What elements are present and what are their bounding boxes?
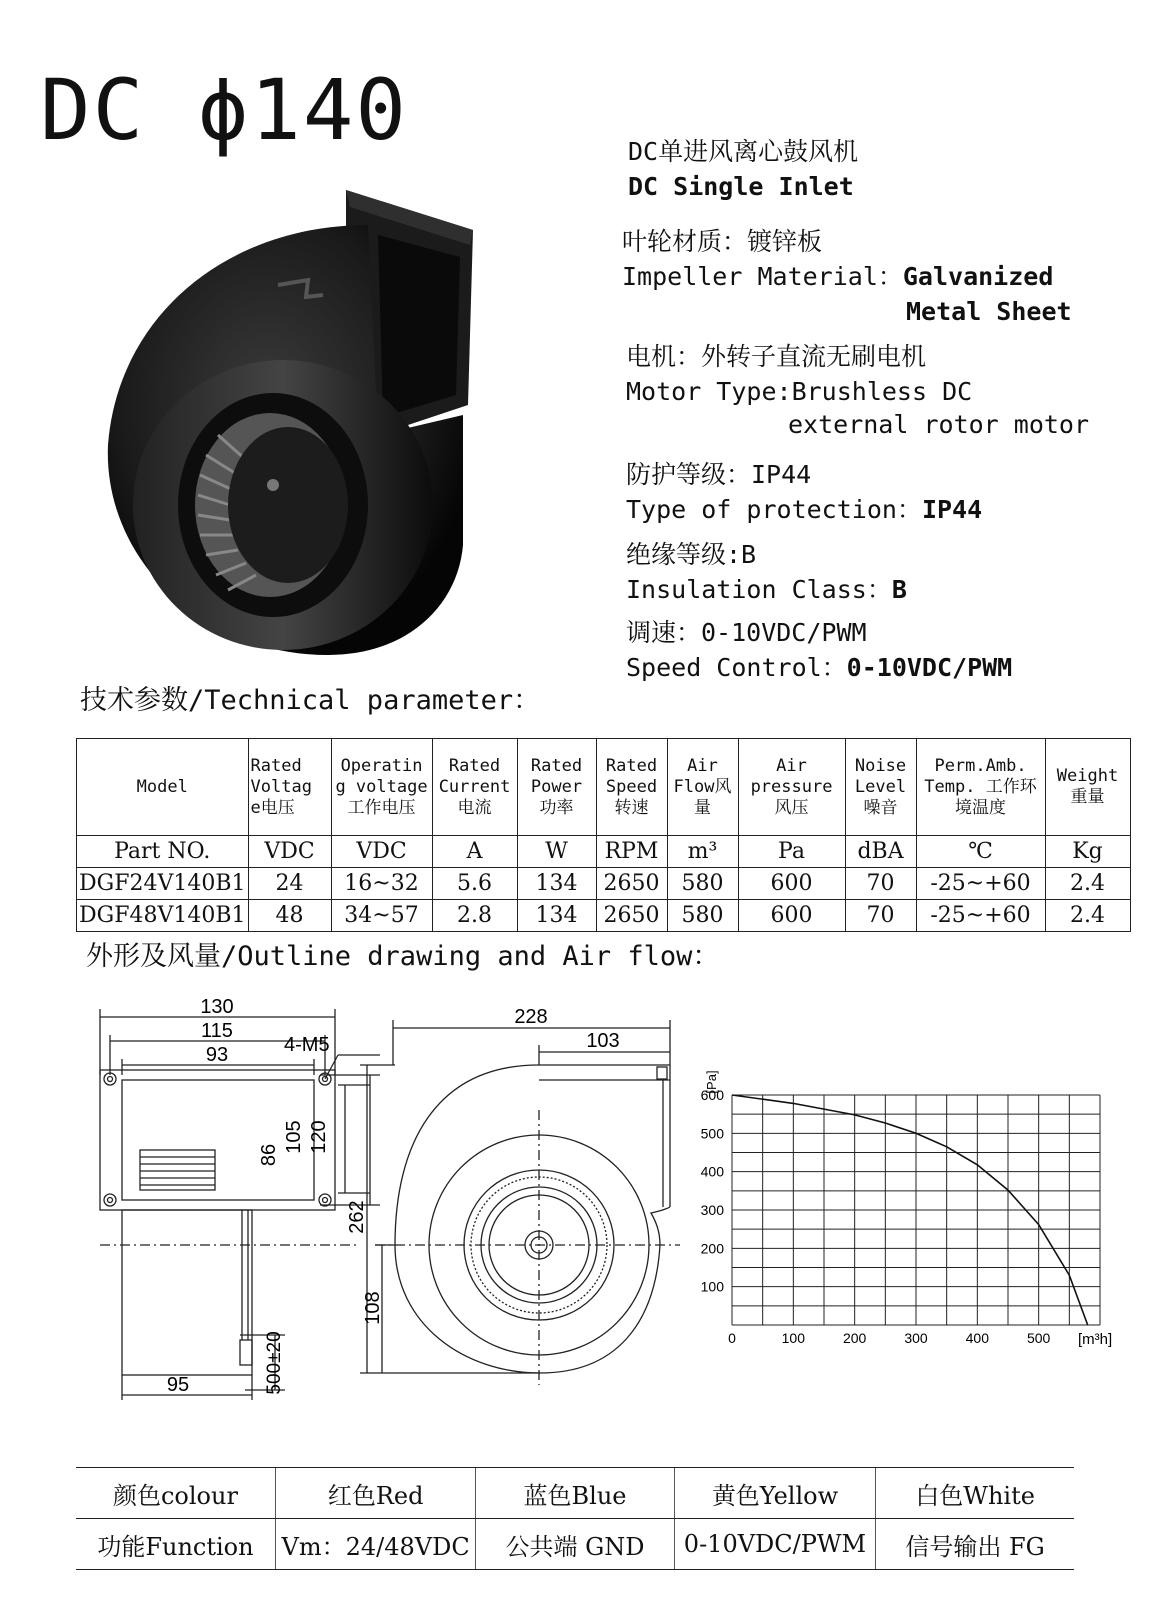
table-row xyxy=(77,868,1131,900)
table-cell: 600 xyxy=(738,900,845,932)
chart-y-ticks xyxy=(701,1087,725,1295)
unit-cell: dBA xyxy=(845,836,916,868)
th-rated-speed: Rated Speed 转速 xyxy=(596,739,667,836)
unit-cell: RPM xyxy=(596,836,667,868)
table-cell: 70 xyxy=(845,868,916,900)
table-cell: 信号输出 FG xyxy=(876,1519,1074,1570)
y-tick-label: 100 xyxy=(700,1278,724,1295)
y-tick-label: 600 xyxy=(700,1087,724,1103)
protection-cn: 防护等级：IP44 xyxy=(626,460,812,489)
insulation-cn: 绝缘等级:B xyxy=(626,540,757,569)
th-rated-power: Rated Power 功率 xyxy=(517,739,596,836)
outline-section-title: 外形及风量/Outline drawing and Air flow： xyxy=(86,941,720,972)
dim-262: 262 xyxy=(346,1200,368,1234)
unit-cell: VDC xyxy=(331,836,432,868)
side-view-drawing xyxy=(346,995,680,1395)
unit-cell: ℃ xyxy=(916,836,1045,868)
table-cell: 0-10VDC/PWM xyxy=(674,1519,876,1570)
table-cell: 580 xyxy=(667,900,738,932)
tech-table-units xyxy=(77,836,1131,868)
dim-86: 86 xyxy=(258,1143,280,1167)
impeller-en-value2: Metal Sheet xyxy=(906,297,1072,326)
th-weight: Weight 重量 xyxy=(1045,739,1130,836)
chart-x-ticks xyxy=(728,1330,1050,1346)
page-title: DC ϕ140 xyxy=(40,61,409,159)
table-cell: 48 xyxy=(248,900,331,932)
impeller-en: Impeller Material：Galvanized xyxy=(622,262,1054,291)
insulation-en: Insulation Class：B xyxy=(626,575,907,604)
y-tick-label: 400 xyxy=(700,1163,724,1180)
table-cell: 70 xyxy=(845,900,916,932)
table-cell: 16~32 xyxy=(331,868,432,900)
tech-table-header xyxy=(77,739,1131,836)
dim-108: 108 xyxy=(362,1291,384,1325)
table-cell: 红色Red xyxy=(275,1468,475,1519)
table-cell: 2650 xyxy=(596,900,667,932)
th-rated-voltage: Rated Voltag e电压 xyxy=(248,739,331,836)
table-cell: 2650 xyxy=(596,868,667,900)
cell-model: DGF24V140B1 xyxy=(77,868,249,900)
dim-120: 120 xyxy=(308,1120,330,1154)
y-tick-label: 500 xyxy=(700,1125,724,1142)
unit-cell: Pa xyxy=(738,836,845,868)
table-cell: 5.6 xyxy=(432,868,517,900)
cell-model: DGF48V140B1 xyxy=(77,900,249,932)
table-cell: 2.4 xyxy=(1045,900,1130,932)
dim-103: 103 xyxy=(586,1030,620,1052)
dim-4-m5: 4-M5 xyxy=(284,1034,330,1056)
unit-cell: VDC xyxy=(248,836,331,868)
product-name-en: DC Single Inlet xyxy=(628,172,854,201)
table-cell: -25~+60 xyxy=(916,868,1045,900)
dim-130: 130 xyxy=(200,996,234,1018)
th-noise-level: Noise Level 噪音 xyxy=(845,739,916,836)
motor-en-line1: Motor Type:Brushless DC xyxy=(626,377,973,406)
table-cell: 蓝色Blue xyxy=(476,1468,674,1519)
dim-500-20: 500±20 xyxy=(264,1331,285,1395)
unit-cell: m³ xyxy=(667,836,738,868)
dim-95: 95 xyxy=(166,1374,190,1396)
th-operating-voltage: Operatin g voltage 工作电压 xyxy=(331,739,432,836)
motor-cn: 电机：外转子直流无刷电机 xyxy=(626,342,927,371)
speed-cn: 调速：0-10VDC/PWM xyxy=(626,618,867,647)
th-air-pressure: Air pressure 风压 xyxy=(738,739,845,836)
unit-cell: W xyxy=(517,836,596,868)
dim-228: 228 xyxy=(514,1006,548,1028)
table-cell: 2.8 xyxy=(432,900,517,932)
x-tick-label: 500 xyxy=(1026,1330,1051,1346)
dim-115: 115 xyxy=(201,1020,233,1042)
product-name-cn: DC单进风离心鼓风机 xyxy=(628,137,859,166)
table-cell: 134 xyxy=(517,900,596,932)
table-cell: 黄色Yellow xyxy=(674,1468,876,1519)
table-cell: 34~57 xyxy=(331,900,432,932)
table-cell: 580 xyxy=(667,868,738,900)
table-cell: -25~+60 xyxy=(916,900,1045,932)
impeller-cn: 叶轮材质：镀锌板 xyxy=(622,227,823,256)
blower-photo xyxy=(78,185,478,665)
unit-cell: Kg xyxy=(1045,836,1130,868)
y-tick-label: 300 xyxy=(700,1202,724,1218)
x-tick-label: 400 xyxy=(965,1330,990,1346)
table-cell: 24 xyxy=(248,868,331,900)
x-tick-label: 200 xyxy=(842,1330,867,1346)
table-cell: 134 xyxy=(517,868,596,900)
th-model: Model xyxy=(77,739,249,836)
speed-en: Speed Control：0-10VDC/PWM xyxy=(626,653,1013,682)
x-tick-label: 100 xyxy=(781,1330,806,1346)
th-air-flow: Air Flow风 量 xyxy=(667,739,738,836)
airflow-pressure-chart xyxy=(690,1040,1130,1360)
tech-section-title: 技术参数/Technical parameter： xyxy=(80,685,541,716)
unit-cell: Part NO. xyxy=(77,836,249,868)
motor-en-line2: external rotor motor xyxy=(788,410,1090,439)
th-temp: Perm.Amb. Temp. 工作环境温度 xyxy=(916,739,1045,836)
x-tick-label: 300 xyxy=(904,1330,928,1346)
wire-colour-table xyxy=(76,1467,1074,1570)
front-view-drawing xyxy=(80,995,360,1440)
table-cell: 白色White xyxy=(876,1468,1074,1519)
table-cell: 颜色colour xyxy=(76,1468,275,1519)
y-axis-label: [Pa] xyxy=(704,1070,719,1094)
dim-93: 93 xyxy=(205,1044,229,1066)
dim-105: 105 xyxy=(283,1120,305,1154)
y-tick-label: 200 xyxy=(700,1240,724,1257)
table-row xyxy=(76,1468,1074,1519)
x-tick-label: 0 xyxy=(728,1330,736,1346)
table-cell: 2.4 xyxy=(1045,868,1130,900)
table-cell: 600 xyxy=(738,868,845,900)
table-cell: 功能Function xyxy=(76,1519,275,1570)
chart-grid xyxy=(732,1095,1100,1325)
th-rated-current: Rated Current 电流 xyxy=(432,739,517,836)
tech-table xyxy=(76,738,1131,932)
table-row xyxy=(76,1519,1074,1570)
x-axis-label: [m³h] xyxy=(1078,1331,1113,1348)
protection-en: Type of protection：IP44 xyxy=(626,495,983,524)
unit-cell: A xyxy=(432,836,517,868)
table-cell: 公共端 GND xyxy=(476,1519,674,1570)
table-cell: Vm：24/48VDC xyxy=(275,1519,475,1570)
table-row xyxy=(77,900,1131,932)
